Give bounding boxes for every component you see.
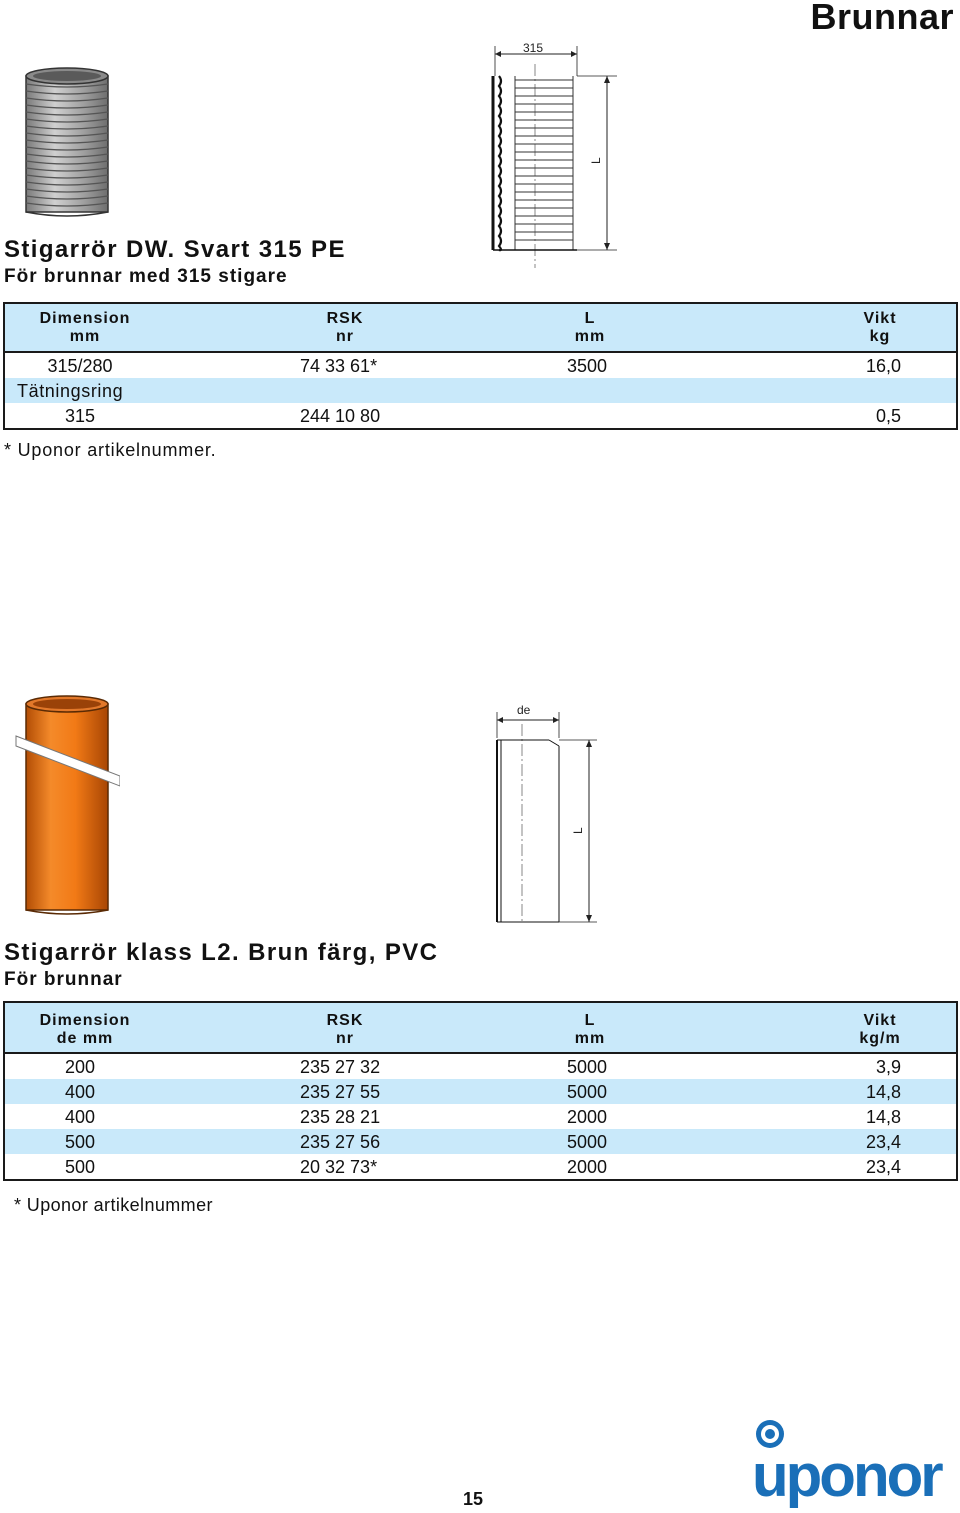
table-row: 315 244 10 80 0,5	[64, 406, 901, 426]
corrugated-pipe-image	[20, 62, 116, 222]
column-header-length: L mm	[574, 310, 606, 345]
page-title: Brunnar	[810, 0, 954, 37]
corrugated-pipe-drawing	[485, 36, 625, 272]
column-header-rsk: RSK nr	[326, 310, 364, 345]
column-header-weight: Vikt kg	[863, 310, 897, 345]
table-row: 200 235 27 32 5000 3,9	[64, 1057, 901, 1077]
table-row: 400 235 27 55 5000 14,8	[5, 1079, 956, 1104]
length-dimension-label: L	[571, 827, 585, 834]
section1-subtitle: För brunnar med 315 stigare	[4, 266, 288, 287]
section2-footnote: * Uponor artikelnummer	[14, 1195, 213, 1215]
pvc-pipe-image	[10, 690, 120, 922]
width-dimension-label: 315	[523, 41, 544, 55]
column-header-weight: Vikt kg/m	[859, 1012, 901, 1047]
length-dimension-label: L	[589, 157, 603, 164]
logo-wordmark: uponor	[752, 1442, 941, 1508]
pvc-pipe-drawing	[485, 700, 605, 928]
table-row: 500 20 32 73* 2000 23,4	[64, 1157, 901, 1177]
section1-table	[3, 302, 958, 430]
section2-table	[3, 1001, 958, 1181]
column-header-dimension: Dimension mm	[39, 310, 131, 345]
column-header-rsk: RSK nr	[326, 1012, 364, 1047]
page-number: 15	[463, 1489, 484, 1509]
section1-footnote: * Uponor artikelnummer.	[4, 440, 217, 460]
column-header-length: L mm	[574, 1012, 606, 1047]
table-header	[5, 1003, 956, 1054]
table-row: 500 235 27 56 5000 23,4	[5, 1129, 956, 1154]
table-group-label-row: Tätningsring	[5, 378, 956, 403]
section1-title: Stigarrör DW. Svart 315 PE	[4, 236, 346, 263]
column-header-dimension: Dimension de mm	[39, 1012, 131, 1047]
table-header	[5, 304, 956, 353]
table-row: 315/280 74 33 61* 3500 16,0	[47, 356, 901, 376]
table-row: 400 235 28 21 2000 14,8	[64, 1107, 901, 1127]
width-dimension-label: de	[517, 703, 531, 717]
section2-subtitle: För brunnar	[4, 969, 123, 990]
section2-title: Stigarrör klass L2. Brun färg, PVC	[4, 939, 439, 966]
uponor-logo	[748, 1418, 948, 1508]
